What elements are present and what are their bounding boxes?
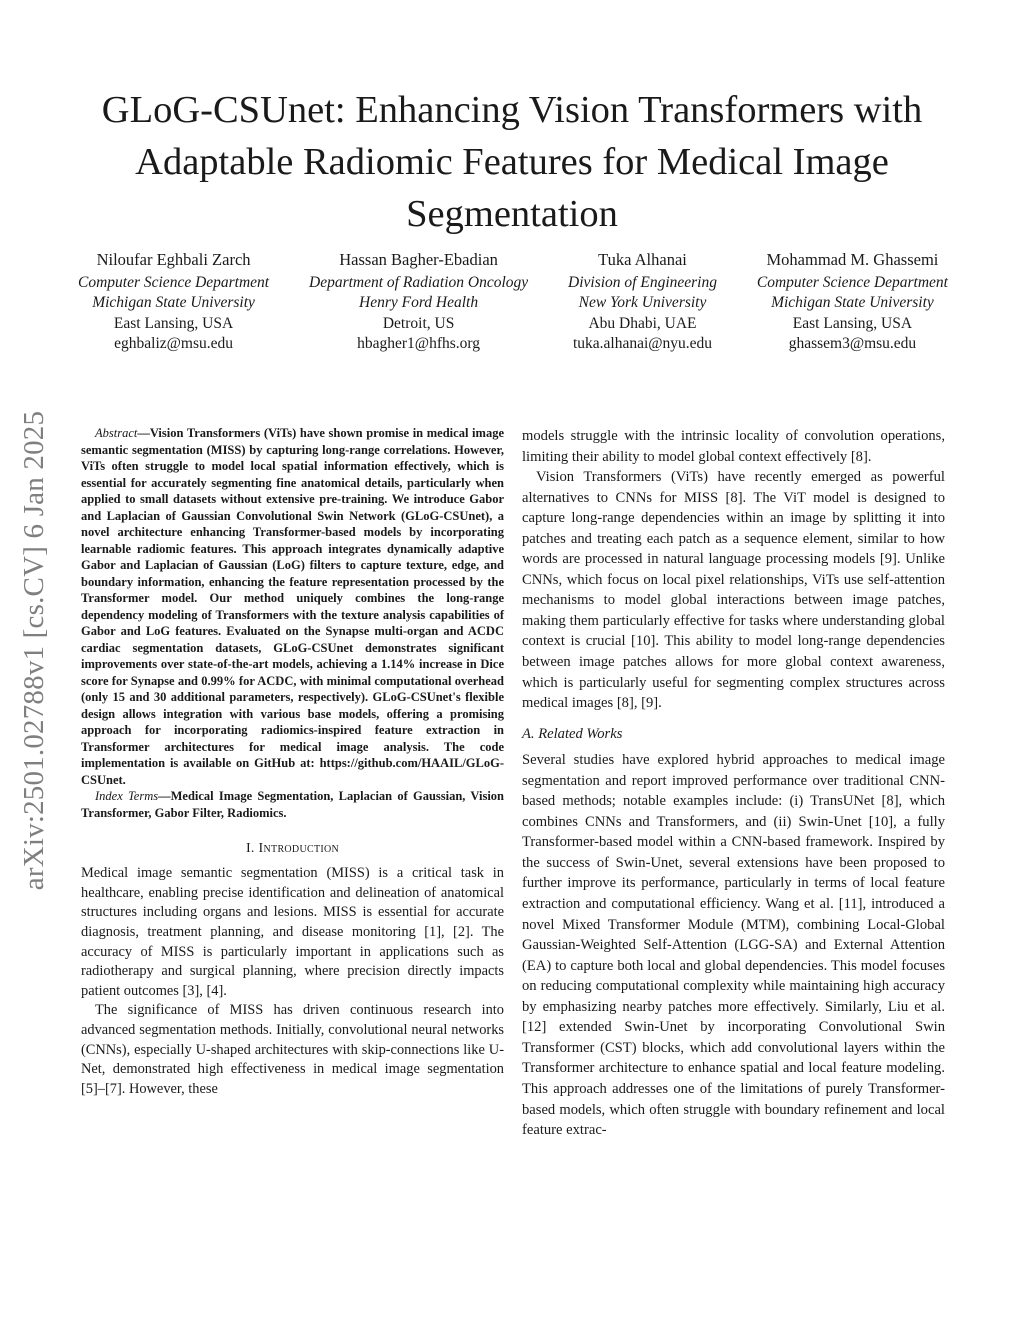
author-name: Mohammad M. Ghassemi bbox=[766, 250, 939, 269]
paper-title: GLoG-CSUnet: Enhancing Vision Transformers with Adaptable Radiomic Features for Medical Image Segmentation bbox=[101, 89, 923, 235]
abstract bbox=[81, 425, 504, 788]
arxiv-stamp bbox=[2, 360, 68, 940]
author-1 bbox=[78, 250, 269, 355]
author-location: East Lansing, USA bbox=[792, 314, 913, 332]
author-location: Detroit, US bbox=[382, 314, 455, 332]
author-institution: Michigan State University bbox=[771, 294, 934, 312]
author-2 bbox=[309, 250, 528, 355]
author-department: Division of Engineering bbox=[568, 273, 717, 291]
author-email[interactable]: eghbaliz@msu.edu bbox=[114, 335, 233, 353]
abstract-text: —Vision Transformers (ViTs) have shown promise in medical image semantic segmentation (MISS) by capturing long-range correlations. However, ViTs often struggle to model local spatial information effectively, which is essential for accurately segmenting fine anatomical details, particularly when applied to small datasets without extensive pre-training. We introduce Gabor and Laplacian of Gaussian Convolutional Swin Network (GLoG-CSUnet), a novel architecture enhancing Transformer-based models by incorporating learnable radiomic features. This approach integrates dynamically adaptive Gabor and Laplacian of Gaussian (LoG) filters to capture texture, edge, and boundary information, enhancing the feature representation processed by the Transformer model. Our method uniquely combines the long-range dependency modeling of Transformers with the texture analysis capabilities of Gabor and LoG features. Evaluated on the Synapse multi-organ and ACDC cardiac segmentation datasets, GLoG-CSUnet demonstrates significant improvements over state-of-the-art models, achieving a 1.14% increase in Dice score for Synapse and 0.99% for ACDC, with minimal computational overhead (only 15 and 30 additional parameters, respectively). GLoG-CSUnet's flexible design allows integration with various base models, offering a promising approach for incorporating radiomics-inspired feature extraction in Transformer architectures for medical image analysis. The code implementation is available on GitHub at: https://github.com/HAAIL/GLoG-CSUnet. bbox=[81, 426, 504, 787]
author-department: Department of Radiation Oncology bbox=[309, 273, 529, 291]
author-department: Computer Science Department bbox=[756, 273, 948, 291]
intro-paragraph-1: Medical image semantic segmentation (MISS) is a critical task in healthcare, enabling precise identification and delineation of anatomical structures including organs and lesions. MISS is essential for accurate diagnosis, treatment planning, and disease monitoring [1], [2]. The accuracy of MISS is particularly important in applications such as radiotherapy and surgical planning, where precision directly impacts patient outcomes [3], [4]. bbox=[81, 865, 504, 999]
vit-paragraph: Vision Transformers (ViTs) have recently emerged as powerful alternatives to CNNs for MISS [8]. The ViT model is designed to capture long-range dependencies within an image by splitting it into patches and treating each patch as a sequence element, similar to how words are processed in natural language processing models [9]. Unlike CNNs, which focus on local pixel relationships, ViTs use self-attention mechanisms to model global interactions between image patches, making them particularly effective for tasks where understanding global context is crucial [10]. This ability to model long-range dependencies between image patches allows for more global context awareness, which is particularly useful for segmenting complex structures across medical images [8], [9]. bbox=[522, 469, 945, 712]
author-location: Abu Dhabi, UAE bbox=[588, 314, 697, 332]
author-institution: New York University bbox=[578, 294, 707, 312]
index-terms-label: Index Terms bbox=[95, 789, 159, 803]
author-email[interactable]: tuka.alhanai@nyu.edu bbox=[572, 335, 713, 353]
author-location: East Lansing, USA bbox=[113, 314, 234, 332]
author-name: Tuka Alhanai bbox=[598, 250, 687, 269]
related-works-paragraph: Several studies have explored hybrid approaches to medical image segmentation and report improved performance over traditional CNN-based methods; notable examples include: (i) TransUNet [8], which combines CNNs and Transformers, and (ii) Swin-Unet [10], a fully Transformer-based model within a CNN-based framework. Inspired by the success of Swin-Unet, several extensions have been proposed to further improve its performance, particularly in terms of local feature extraction and computational efficiency. Wang et al. [11], introduced a novel Mixed Transformer Module (MTM), combining Local-Global Gaussian-Weighted Self-Attention (LGG-SA) and External Attention (EA) to capture both local and global dependencies. This model focuses on reducing computational complexity while maintaining high accuracy by emphasizing nearby patches more effectively. Similarly, Liu et al. [12] extended Swin-Unet by incorporating Convolutional Swin Transformer (CST) blocks, which add convolutional layers within the Transformer architecture to enhance spatial and local feature modeling. This approach addresses one of the limitations of purely Transformer-based models, which often struggle with boundary refinement and local feature extrac- bbox=[522, 752, 945, 1139]
section-heading-introduction bbox=[81, 839, 504, 858]
author-department: Computer Science Department bbox=[78, 273, 270, 291]
author-name: Niloufar Eghbali Zarch bbox=[96, 250, 251, 269]
author-block bbox=[78, 250, 948, 355]
section-title: Introduction bbox=[258, 841, 340, 856]
index-terms-text: —Medical Image Segmentation, Laplacian of Gaussian, Vision Transformer, Gabor Filter, Radiomics. bbox=[81, 789, 504, 820]
section-number: I. bbox=[245, 841, 255, 856]
index-terms bbox=[81, 788, 504, 821]
subsection-heading-related-works: A. Related Works bbox=[522, 725, 623, 742]
right-column bbox=[522, 426, 945, 1141]
abstract-label: Abstract bbox=[95, 426, 138, 440]
author-email[interactable]: hbagher1@hfhs.org bbox=[357, 335, 481, 353]
author-4 bbox=[757, 250, 948, 355]
author-institution: Michigan State University bbox=[92, 294, 255, 312]
arxiv-identifier[interactable]: arXiv:2501.02788v1 [cs.CV] 6 Jan 2025 bbox=[18, 410, 51, 890]
intro-paragraph-2: The significance of MISS has driven continuous research into advanced segmentation methods. Initially, convolutional neural networks (CNNs), especially U-shaped architectures with skip-connections like U-Net, demonstrated high effectiveness in medical image segmentation [5]–[7]. However, these bbox=[81, 1002, 504, 1097]
author-email[interactable]: ghassem3@msu.edu bbox=[788, 335, 917, 353]
author-name: Hassan Bagher-Ebadian bbox=[339, 250, 498, 269]
intro-paragraph-continued: models struggle with the intrinsic locality of convolution operations, limiting their ability to model global context effectively [8]. bbox=[522, 428, 945, 465]
author-3 bbox=[568, 250, 717, 355]
author-institution: Henry Ford Health bbox=[359, 294, 479, 312]
left-column bbox=[81, 425, 504, 1099]
